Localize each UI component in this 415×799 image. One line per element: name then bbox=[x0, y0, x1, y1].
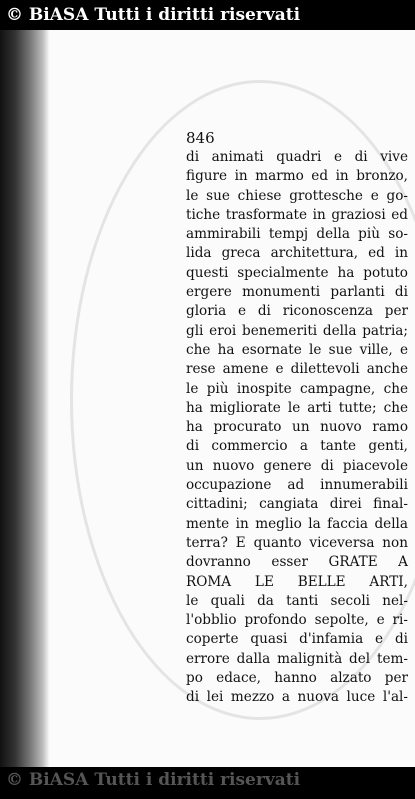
page-text bbox=[186, 128, 408, 708]
text-line: cittadini; cangiata direi final- bbox=[186, 496, 408, 513]
text-line: coperte quasi d'infamia e di bbox=[186, 631, 408, 648]
text-line: gloria e di riconoscenza per bbox=[186, 303, 408, 320]
text-line: le quali da tanti secoli nel- bbox=[186, 592, 408, 609]
text-line: ammirabili tempj della più so- bbox=[186, 226, 408, 243]
book-gutter bbox=[0, 30, 50, 767]
text-line: mente in meglio la faccia della bbox=[186, 515, 408, 532]
text-line: errore dalla malignità del tem- bbox=[186, 650, 408, 667]
text-line: di animati quadri e di vive bbox=[186, 149, 408, 165]
text-line: terra? E quanto viceversa non bbox=[186, 534, 408, 551]
text-line: l'obblio profondo sepolte, e ri- bbox=[186, 612, 408, 629]
text-line: ha procurato un nuovo ramo bbox=[186, 419, 408, 436]
text-line: di lei mezzo a nuova luce l'al- bbox=[186, 689, 408, 706]
text-line: le più inospite campagne, che bbox=[186, 380, 408, 397]
text-line: dovranno esser GRATE A bbox=[186, 554, 408, 571]
watermark-banner-bottom: © BiASA Tutti i diritti riservati bbox=[0, 767, 415, 799]
text-lines bbox=[186, 148, 408, 708]
text-line: ROMA LE BELLE ARTI, bbox=[186, 573, 408, 590]
text-line: tiche trasformate in graziosi ed bbox=[186, 206, 408, 223]
watermark-banner-top: © BiASA Tutti i diritti riservati bbox=[0, 0, 415, 30]
text-line: rese amene e dilettevoli anche bbox=[186, 361, 408, 378]
text-line: occupazione ad innumerabili bbox=[186, 477, 408, 494]
page-number: 846 bbox=[186, 129, 215, 147]
text-line: di commercio a tante genti, bbox=[186, 438, 408, 455]
text-line: po edace, hanno alzato per bbox=[186, 670, 408, 687]
text-line: questi specialmente ha potuto bbox=[186, 264, 408, 281]
text-line: ha migliorate le arti tutte; che bbox=[186, 399, 408, 416]
text-line: figure in marmo ed in bronzo, bbox=[186, 168, 408, 185]
text-line: un nuovo genere di piacevole bbox=[186, 457, 408, 474]
text-line: gli eroi benemeriti della patria; bbox=[186, 322, 408, 339]
text-line: le sue chiese grottesche e go- bbox=[186, 187, 408, 204]
text-line: che ha esornate le sue ville, e bbox=[186, 341, 408, 358]
text-line: lida greca architettura, ed in bbox=[186, 245, 408, 262]
text-line: ergere monumenti parlanti di bbox=[186, 284, 408, 301]
